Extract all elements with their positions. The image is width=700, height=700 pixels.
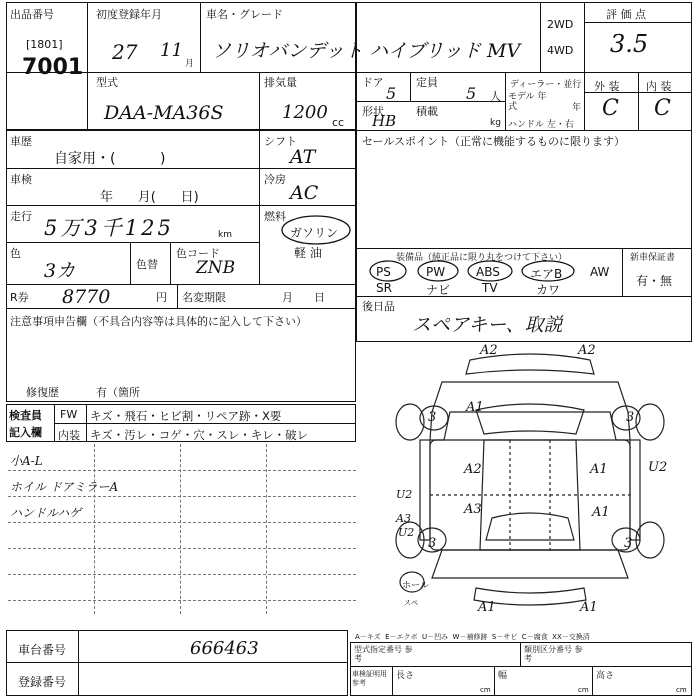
handle-label[interactable]: ハンドル 左・右 <box>508 120 574 130</box>
mileage-label: 走行 <box>10 210 32 223</box>
year-unit: 年 <box>572 103 582 113</box>
exterior-label: 外 装 <box>594 80 620 93</box>
fuel-diesel[interactable]: 軽 油 <box>294 246 322 260</box>
cc-unit: cc <box>332 116 345 129</box>
mark-a1-front: A1 <box>466 400 484 415</box>
mark-u2-left: U2 <box>396 488 413 501</box>
interior-grade: C <box>654 96 671 121</box>
repair-value: 有（箇所 <box>96 386 140 399</box>
equip-airbag[interactable]: エアB <box>530 267 563 281</box>
interior-label: 内 装 <box>646 80 672 93</box>
mark-c3-fr: 3 <box>626 410 635 425</box>
cc-value: 1200 <box>282 102 328 123</box>
recycle-unit: 円 <box>156 291 167 304</box>
mark-a2-top-left: A2 <box>480 343 498 358</box>
capacity-value: 5 <box>466 84 477 103</box>
model-year-label: モデル 年式 <box>508 92 547 112</box>
mileage-value: 5万3千125 <box>44 216 174 240</box>
recycle-value: 8770 <box>62 286 111 308</box>
inspector-label: 検査員 記入欄 <box>9 409 42 439</box>
equip-pw[interactable]: PW <box>426 265 446 279</box>
equip-aw[interactable]: AW <box>590 265 610 279</box>
repair-label: 修復歴 <box>26 386 59 399</box>
interior-items: キズ・汚レ・コゲ・穴・スレ・キレ・破レ <box>90 428 309 442</box>
exterior-grade: C <box>602 96 619 121</box>
lot-number: 7001 <box>22 55 84 80</box>
name-label: 車名・グレード <box>206 8 283 21</box>
door-value: 5 <box>386 84 397 103</box>
model-label: 型式 <box>96 76 118 89</box>
door-label: ドア <box>362 76 384 89</box>
drive-2wd[interactable]: 2WD <box>547 18 574 31</box>
equip-leather[interactable]: カワ <box>536 283 561 297</box>
equip-navi[interactable]: ナビ <box>426 283 451 297</box>
name-change-value: 月 日 <box>282 291 325 304</box>
fuel-circle <box>280 212 356 246</box>
reg-label: 登録番号 <box>18 675 67 689</box>
inspection-label: 車検 <box>10 173 32 186</box>
score-label: 評 価 点 <box>606 8 646 21</box>
drive-4wd[interactable]: 4WD <box>547 44 574 57</box>
sales-point-label: セールスポイント（正常に機能するものに限ります） <box>362 135 626 148</box>
lot-sub: [1801] <box>26 38 63 51</box>
chassis-label: 車台番号 <box>18 643 67 657</box>
mark-u2-side: U2 <box>398 526 415 539</box>
mark-a3-left: A3 <box>464 502 482 517</box>
history-label: 車歴 <box>10 135 32 148</box>
fuel-label: 燃料 <box>264 210 286 223</box>
mark-c3-fl: 3 <box>428 410 437 425</box>
new-car-label: 新車保証書 <box>630 253 676 263</box>
capacity-unit: 人 <box>490 90 501 103</box>
mark-a2-left-mid: A2 <box>464 462 482 477</box>
mark-a1-right: A1 <box>590 462 608 477</box>
color-change-label: 色替 <box>136 258 158 271</box>
width-unit: cm <box>578 686 589 694</box>
after-label: 後日品 <box>362 300 395 313</box>
equip-ps[interactable]: PS <box>376 265 391 279</box>
lot-label: 出品番号 <box>10 8 54 21</box>
length-label: 長さ <box>396 671 415 681</box>
length-unit: cm <box>480 686 491 694</box>
equip-abs[interactable]: ABS <box>476 265 500 279</box>
class-number: 類別区分番号 参考 <box>524 645 583 663</box>
fw-items: キズ・飛石・ヒビ割・リペア跡・X要 <box>90 409 282 423</box>
height-unit: cm <box>676 686 687 694</box>
interior-check-label: 内装 <box>58 429 80 442</box>
mark-a1-bottom-left: A1 <box>478 600 496 615</box>
note-line-3: ハンドルハゲ <box>10 506 82 520</box>
mileage-unit: km <box>218 230 232 240</box>
shape-value: HB <box>372 112 397 130</box>
vehicle-cert: 車検証明用 参考 <box>352 670 387 687</box>
mark-hole-sub: スペ <box>404 599 418 607</box>
ac-label: 冷房 <box>264 173 286 186</box>
shift-label: シフト <box>264 135 297 148</box>
shift-value: AT <box>290 146 316 168</box>
mark-c3-rl: 3 <box>428 536 437 551</box>
ac-value: AC <box>290 182 319 204</box>
capacity-label: 定員 <box>416 76 438 89</box>
load-unit: kg <box>490 118 501 128</box>
note-line-1: 小A-L <box>10 454 43 468</box>
recycle-label: R券 <box>10 291 29 304</box>
score-value: 3.5 <box>610 30 649 58</box>
note-line-2: ホイル ドアミラーA <box>10 480 119 494</box>
damage-legend: A－キズ E－エクボ U－凹み W－補修跡 S－サビ C－腐食 XX－交換済 <box>355 633 590 641</box>
chassis-value: 666463 <box>190 638 259 659</box>
name-change-label: 名変期限 <box>182 291 226 304</box>
mark-a2-top-right: A2 <box>578 343 596 358</box>
after-value: スペアキー、取説 <box>412 314 563 336</box>
shape-label: 形状 <box>362 105 384 118</box>
mark-a1-right-rear: A1 <box>592 505 610 520</box>
name-value: ソリオバンデット ハイブリッド MV <box>212 40 521 62</box>
equipment-circles <box>360 258 590 284</box>
color-value: 3カ <box>44 260 76 282</box>
inspection-value: 年 月( 日) <box>100 190 199 205</box>
color-code-label: 色コード <box>176 247 220 260</box>
equipment-title: 装備品（純正品に限り丸をつけて下さい） <box>396 253 568 263</box>
first-reg-month: 11 <box>160 40 183 61</box>
color-code-value: ZNB <box>196 258 236 278</box>
width-label: 幅 <box>498 671 508 681</box>
caution-label: 注意事項申告欄（不具合内容等は具体的に記入して下さい） <box>10 315 307 328</box>
load-label: 積載 <box>416 105 438 118</box>
fw-label: FW <box>60 408 78 421</box>
month-unit: 月 <box>185 59 195 69</box>
model-value: DAA-MA36S <box>104 102 224 124</box>
mark-a3-side: A3 <box>396 512 411 525</box>
mark-c3-rr: 3 <box>624 536 633 551</box>
mark-u2-right: U2 <box>648 460 668 475</box>
cc-label: 排気量 <box>264 76 297 89</box>
equip-sr[interactable]: SR <box>376 281 392 295</box>
height-label: 高さ <box>596 671 615 681</box>
type-designation: 型式指定番号 参考 <box>354 645 413 663</box>
history-value: 自家用・( ) <box>54 151 166 167</box>
fuel-gas[interactable]: ガソリン <box>290 226 339 240</box>
color-label: 色 <box>10 247 21 260</box>
new-car-value[interactable]: 有・無 <box>636 274 673 288</box>
dealer-label[interactable]: ディーラー・並行 <box>510 80 582 90</box>
mark-a1-bottom-right: A1 <box>580 600 598 615</box>
mark-hole: ホール <box>402 581 429 591</box>
first-reg-label: 初度登録年月 <box>96 8 162 21</box>
equip-tv[interactable]: TV <box>482 281 498 295</box>
first-reg-year: 27 <box>112 40 138 64</box>
